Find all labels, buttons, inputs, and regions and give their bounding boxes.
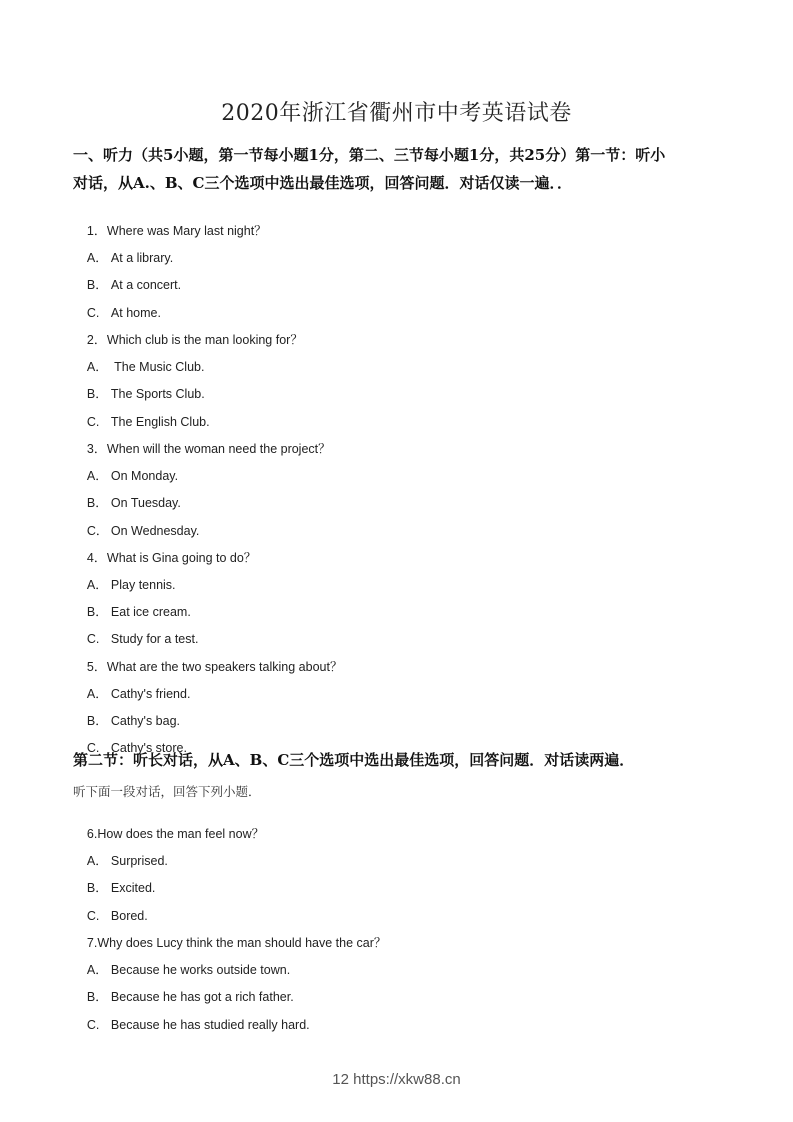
option-text: Play tennis. bbox=[110, 578, 176, 592]
option-text: Cathy's friend. bbox=[110, 687, 191, 701]
option-text: On Tuesday. bbox=[110, 496, 181, 510]
option-text: At home. bbox=[110, 306, 161, 320]
option-label: C. bbox=[86, 1018, 100, 1032]
section1-heading-line1: 一、听力（共5小题，第一节每小题1分，第二、三节每小题1分，共25分）第一节：听小 bbox=[73, 146, 666, 164]
question-number: 5． bbox=[86, 660, 107, 674]
question-text: Why does Lucy think the man should have the car？ bbox=[97, 936, 387, 950]
question-number: 4． bbox=[86, 551, 107, 565]
option-label: B． bbox=[86, 714, 108, 728]
option-label: A． bbox=[86, 687, 108, 701]
option-text: On Wednesday. bbox=[110, 524, 200, 538]
option-label: C. bbox=[86, 909, 100, 923]
option-label: B． bbox=[86, 881, 108, 895]
option-label: A． bbox=[86, 360, 108, 374]
question-number: 1． bbox=[86, 224, 107, 238]
option-text: Excited. bbox=[110, 881, 156, 895]
option-label: B． bbox=[86, 990, 108, 1004]
option-text: On Monday. bbox=[110, 469, 179, 483]
question-text: When will the woman need the project？ bbox=[106, 442, 331, 456]
option-text: The Sports Club. bbox=[110, 387, 205, 401]
option-label: A． bbox=[86, 251, 108, 265]
option-text: Because he has got a rich father. bbox=[110, 990, 294, 1004]
option-label: C． bbox=[86, 524, 109, 538]
question-text: What are the two speakers talking about？ bbox=[106, 660, 343, 674]
section2-heading: 第二节：听长对话，从A、B、C三个选项中选出最佳选项，回答问题．对话读两遍． bbox=[73, 751, 635, 769]
question-text: Where was Mary last night？ bbox=[106, 224, 267, 238]
option-label: B． bbox=[86, 605, 108, 619]
question-number: 7. bbox=[86, 936, 98, 950]
option-label: B． bbox=[86, 387, 108, 401]
section1-heading-line2: 对话，从A.、B、C三个选项中选出最佳选项，回答问题．对话仅读一遍．． bbox=[73, 174, 572, 192]
option-label: A． bbox=[86, 963, 108, 977]
option-label: A． bbox=[86, 854, 108, 868]
question-text: What is Gina going to do？ bbox=[106, 551, 257, 565]
option-text: Cathy's store. bbox=[110, 741, 187, 755]
question-text: How does the man feel now？ bbox=[97, 827, 265, 841]
question-number: 6. bbox=[86, 827, 98, 841]
option-text: The Music Club. bbox=[110, 360, 205, 374]
document-title: 2020年浙江省衢州市中考英语试卷 bbox=[221, 101, 572, 126]
option-text: Because he has studied really hard. bbox=[110, 1018, 310, 1032]
option-text: Because he works outside town. bbox=[110, 963, 291, 977]
question-text: Which club is the man looking for？ bbox=[106, 333, 303, 347]
option-text: Surprised. bbox=[110, 854, 168, 868]
option-text: The English Club. bbox=[110, 415, 210, 429]
question-number: 3． bbox=[86, 442, 107, 456]
option-label: C. bbox=[86, 306, 100, 320]
option-label: A． bbox=[86, 578, 108, 592]
option-text: Bored. bbox=[110, 909, 148, 923]
section2-instruction: 听下面一段对话，回答下列小题． bbox=[73, 784, 261, 799]
option-label: C. bbox=[86, 741, 100, 755]
option-text: Cathy's bag. bbox=[110, 714, 180, 728]
option-label: A． bbox=[86, 469, 108, 483]
option-text: At a concert. bbox=[110, 278, 182, 292]
option-label: B． bbox=[86, 496, 108, 510]
option-7c bbox=[73, 1001, 310, 1049]
option-label: C. bbox=[86, 632, 100, 646]
question-number: 2． bbox=[86, 333, 107, 347]
option-text: Eat ice cream. bbox=[110, 605, 191, 619]
option-text: At a library. bbox=[110, 251, 174, 265]
option-label: B． bbox=[86, 278, 108, 292]
option-text: Study for a test. bbox=[110, 632, 199, 646]
option-label: C. bbox=[86, 415, 100, 429]
page-footer: 12 https://xkw88.cn bbox=[332, 1071, 461, 1088]
